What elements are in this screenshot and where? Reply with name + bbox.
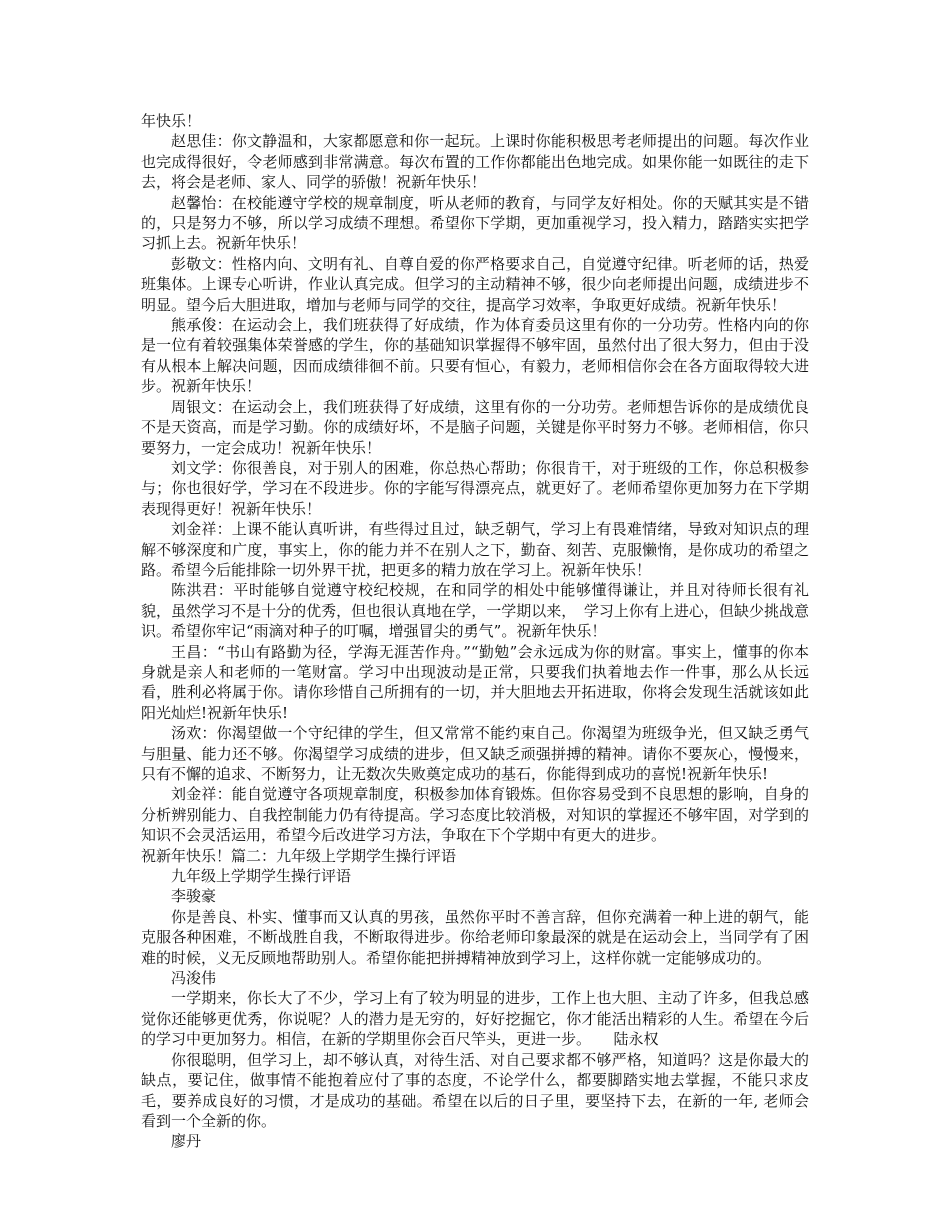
paragraph: 王昌：“书山有路勤为径，学海无涯苦作舟。”“勤勉”会永远成为你的财富。事实上，懂事的你本身就是亲人和老师的一笔财富。学习中出现波动是正常，只要我们执着地去作一件事，那么从长远看，胜利必将属于你。请你珍惜自己所拥有的一切，并大胆地去开拓进取，你将会发现生活就该如此阳光灿烂!祝新年快乐!	[141, 642, 809, 722]
paragraph: 周银文：在运动会上，我们班获得了好成绩，这里有你的一分功劳。老师想告诉你的是成绩优良不是天资高，而是学习勤。你的成绩好坏，不是脑子问题，关键是你平时努力不够。老师相信，你只要努力，一定会成功！祝新年快乐！	[141, 397, 809, 457]
student-name: 李骏豪	[171, 887, 217, 906]
paragraph: 刘金祥：上课不能认真听讲，有些得过且过，缺乏朝气，学习上有畏难情绪，导致对知识点的理解不够深度和广度，事实上，你的能力并不在别人之下，勤奋、刻苦、克服懒惰，是你成功的希望之路。希望今后能排除一切外界干扰，把更多的精力放在学习上。祝新年快乐！	[141, 520, 809, 579]
paragraph: 一学期来，你长大了不少，学习上有了较为明显的进步，工作上也大胆、主动了许多，但我总感觉你还能够更优秀，你说呢？人的潜力是无穷的，好好挖掘它，你才能活出精彩的人生。希望在今后的学习中更加努力。相信，在新的学期里你会百尺竿头，更进一步。 陆永权	[141, 989, 809, 1049]
paragraph: 祝新年快乐！篇二：九年级上学期学生操行评语	[141, 846, 457, 865]
paragraph: 赵思佳：你文静温和，大家都愿意和你一起玩。上课时你能积极思考老师提出的问题。每次作业也完成得很好，令老师感到非常满意。每次布置的工作你都能出色地完成。如果你能一如既往的走下去，将会是老师、家人、同学的骄傲！祝新年快乐！	[141, 132, 809, 192]
paragraph: 刘金祥：能自觉遵守各项规章制度，积极参加体育锻炼。但你容易受到不良思想的影响，自身的分析辨别能力、自我控制能力仍有待提高。学习态度比较消极，对知识的掌握还不够牢固，对学到的知识不会灵活运用，希望今后改进学习方法，争取在下个学期中有更大的进步。	[141, 785, 809, 845]
paragraph: 你是善良、朴实、懂事而又认真的男孩，虽然你平时不善言辞，但你充满着一种上进的朝气，能克服各种困难，不断战胜自我，不断取得进步。你给老师印象最深的就是在运动会上，当同学有了困难的时候，义无反顾地帮助别人。希望你能把拼搏精神放到学习上，这样你就一定能够成功的。	[141, 907, 809, 967]
section-title: 九年级上学期学生操行评语	[171, 867, 352, 886]
paragraph: 赵馨怡：在校能遵守学校的规章制度，听从老师的教育，与同学友好相处。你的天赋其实是不错的，只是努力不够，所以学习成绩不理想。希望你下学期，更加重视学习，投入精力，踏踏实实把学习抓上去。祝新年快乐！	[141, 193, 809, 253]
paragraph: 你很聪明，但学习上，却不够认真，对待生活、对自己要求都不够严格，知道吗？这是你最大的缺点，要记住，做事情不能抱着应付了事的态度，不论学什么，都要脚踏实地去掌握，不能只求皮毛，要养成良好的习惯，才是成功的基础。希望在以后的日子里，要坚持下去，在新的一年, 老师会看到一个全新的你。	[141, 1050, 809, 1130]
paragraph: 彭敬文：性格内向、文明有礼、自尊自爱的你严格要求自己，自觉遵守纪律。听老师的话，热爱班集体。上课专心听讲，作业认真完成。但学习的主动精神不够，很少向老师提出问题，成绩进步不明显。望今后大胆进取，增加与老师与同学的交往，提高学习效率，争取更好成绩。祝新年快乐！	[141, 254, 809, 314]
paragraph: 刘文学：你很善良，对于别人的困难，你总热心帮助；你很肯干，对于班级的工作，你总积极参与；你也很好学，学习在不段进步。你的字能写得漂亮点，就更好了。老师希望你更加努力在下学期表现得更好！祝新年快乐！	[141, 458, 809, 518]
paragraph: 年快乐！	[141, 112, 202, 130]
paragraph: 汤欢：你渴望做一个守纪律的学生，但又常常不能约束自己。你渴望为班级争光，但又缺乏勇气与胆量、能力还不够。你渴望学习成绩的进步，但又缺乏顽强拼搏的精神。请你不要灰心，慢慢来，只有不懈的追求、不断努力，让无数次失败奠定成功的基石，你能得到成功的喜悦!祝新年快乐!	[141, 724, 809, 783]
paragraph: 陈洪君：平时能够自觉遵守校纪校规，在和同学的相处中能够懂得谦让，并且对待师长很有礼貌，虽然学习不是十分的优秀，但也很认真地在学，一学期以来， 学习上你有上进心，但缺少挑战意识。希望你牢记“雨滴对种子的叮嘱，增强冒尖的勇气”。祝新年快乐！	[141, 581, 809, 641]
student-name: 冯浚伟	[171, 969, 217, 988]
document-body	[141, 111, 809, 1152]
paragraph: 熊承俊：在运动会上，我们班获得了好成绩，作为体育委员这里有你的一分功劳。性格内向的你是一位有着较强集体荣誉感的学生，你的基础知识掌握得不够牢固，虽然付出了很大努力，但由于没有从根本上解决问题，因而成绩徘徊不前。只要有恒心，有毅力，老师相信你会在各方面取得较大进步。祝新年快乐！	[141, 316, 809, 396]
student-name: 廖丹	[171, 1132, 202, 1151]
